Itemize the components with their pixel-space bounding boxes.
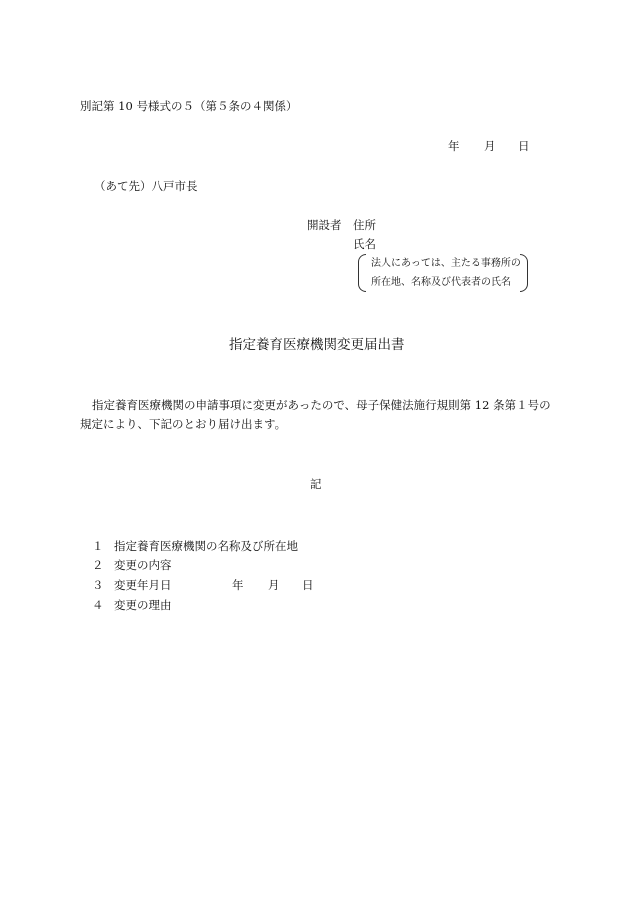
- item-number: ２: [92, 558, 104, 572]
- item-number: １: [92, 539, 104, 553]
- applicant-address-label: 住所: [353, 218, 376, 232]
- date-day: 日: [518, 139, 530, 153]
- right-bracket: [520, 254, 528, 292]
- left-bracket: [358, 254, 366, 292]
- item-number: ３: [92, 578, 104, 592]
- item-text: 指定養育医療機関の名称及び所在地: [114, 539, 298, 553]
- item-number: ４: [92, 598, 104, 612]
- item3-date-day: 日: [302, 578, 314, 592]
- ki-heading: 記: [310, 477, 322, 491]
- item-text: 変更の内容: [114, 558, 172, 572]
- applicant-note-line2: 所在地、名称及び代表者の氏名: [371, 277, 511, 288]
- body-line-2: 規定により、下記のとおり届け出ます。: [80, 417, 287, 431]
- date-year: 年: [448, 139, 460, 153]
- item3-date-year: 年: [232, 578, 244, 592]
- item3-date-month: 月: [268, 578, 280, 592]
- item-text: 変更年月日: [114, 578, 172, 592]
- addressee: （あて先）八戸市長: [94, 179, 198, 193]
- date-month: 月: [484, 139, 496, 153]
- applicant-note-line1: 法人にあっては、主たる事務所の: [371, 258, 521, 269]
- form-label: 別記第 10 号様式の５（第５条の４関係）: [80, 99, 298, 113]
- document-title: 指定養育医療機関変更届出書: [229, 337, 405, 353]
- item-text: 変更の理由: [114, 598, 172, 612]
- body-line-1: 指定養育医療機関の申請事項に変更があったので、母子保健法施行規則第 12 条第１号の: [92, 398, 551, 412]
- applicant-name-label: 氏名: [353, 237, 376, 251]
- applicant-role-label: 開設者: [307, 218, 342, 232]
- applicant-note-bracket: [358, 254, 528, 292]
